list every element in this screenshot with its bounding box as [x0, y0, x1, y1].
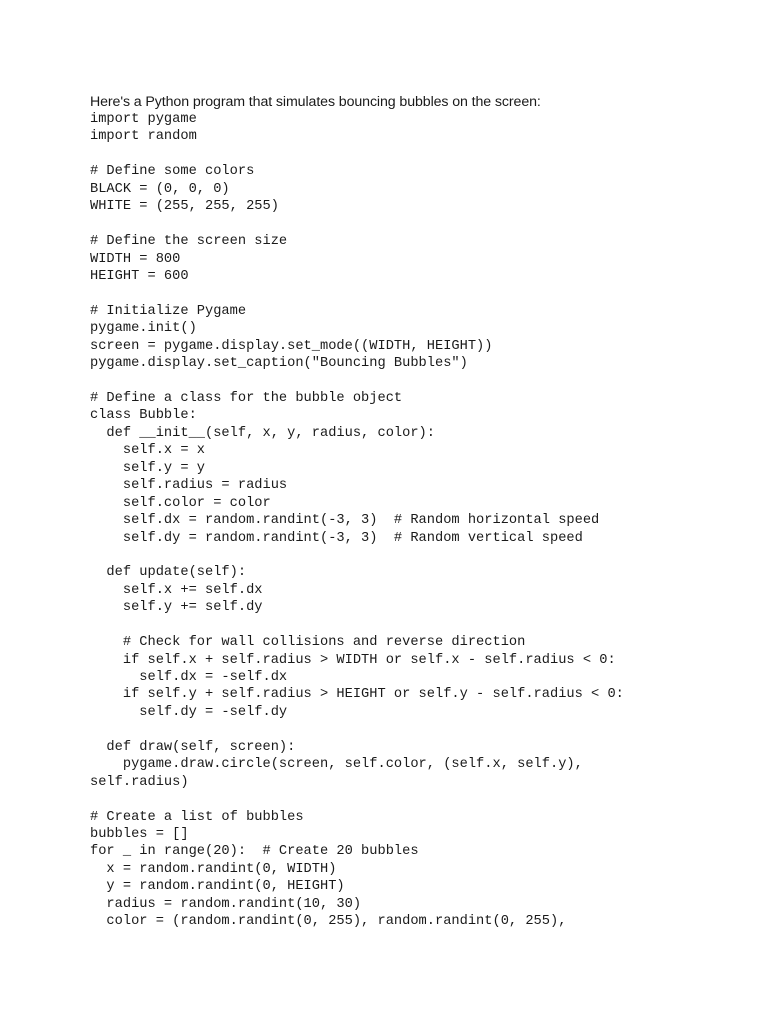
- code-line: HEIGHT = 600: [90, 268, 189, 284]
- code-line: pygame.display.set_caption("Bouncing Bubbles"): [90, 356, 468, 372]
- code-line: import pygame: [90, 112, 197, 127]
- code-line: class Bubble:: [90, 408, 197, 424]
- code-line: x = random.randint(0, WIDTH): [90, 861, 337, 877]
- code-line: [90, 617, 624, 634]
- code-line: color = (random.randint(0, 255), random.randint(0, 255),: [90, 914, 567, 930]
- code-line: self.y += self.dy: [90, 600, 263, 616]
- code-line: import random: [90, 129, 197, 145]
- code-line: self.dx = -self.dx: [90, 670, 288, 685]
- code-line: # Define the screen size: [90, 234, 288, 250]
- code-line: bubbles = []: [90, 826, 189, 842]
- code-line: [90, 791, 624, 808]
- code-line: def update(self):: [90, 565, 247, 581]
- code-line: # Initialize Pygame: [90, 303, 247, 319]
- code-line: self.dx = random.randint(-3, 3) # Random horizontal speed: [90, 513, 600, 529]
- code-line: pygame.init(): [90, 321, 197, 337]
- code-line: self.x += self.dx: [90, 582, 263, 598]
- code-line: def __init__(self, x, y, radius, color):: [90, 425, 435, 441]
- code-line: self.color = color: [90, 495, 271, 511]
- code-line: pygame.draw.circle(screen, self.color, (self.x, self.y),: [90, 757, 583, 773]
- code-line: # Define some colors: [90, 164, 255, 180]
- code-line: WHITE = (255, 255, 255): [90, 199, 279, 215]
- code-line: if self.y + self.radius > HEIGHT or self.y - self.radius < 0:: [90, 687, 624, 703]
- code-line: [90, 721, 624, 738]
- code-line: if self.x + self.radius > WIDTH or self.x - self.radius < 0:: [90, 652, 616, 668]
- code-line: [90, 373, 624, 390]
- code-line: self.dy = -self.dy: [90, 704, 288, 720]
- code-line: self.x = x: [90, 443, 205, 459]
- code-line: # Create a list of bubbles: [90, 809, 304, 825]
- code-line: BLACK = (0, 0, 0): [90, 181, 230, 197]
- code-line: [90, 216, 624, 233]
- code-line: self.radius): [90, 774, 189, 790]
- intro-text: Here's a Python program that simulates bouncing bubbles on the screen:: [90, 94, 541, 110]
- code-line: WIDTH = 800: [90, 251, 181, 267]
- code-line: self.radius = radius: [90, 478, 288, 494]
- code-line: [90, 146, 624, 163]
- code-line: radius = random.randint(10, 30): [90, 896, 362, 912]
- code-line: [90, 285, 624, 302]
- code-line: # Check for wall collisions and reverse direction: [90, 635, 526, 651]
- code-line: y = random.randint(0, HEIGHT): [90, 879, 345, 895]
- code-line: def draw(self, screen):: [90, 739, 296, 755]
- code-line: [90, 547, 624, 564]
- code-block: [90, 111, 624, 931]
- code-line: for _ in range(20): # Create 20 bubbles: [90, 844, 419, 860]
- code-line: self.y = y: [90, 460, 205, 476]
- code-line: # Define a class for the bubble object: [90, 391, 403, 406]
- code-line: screen = pygame.display.set_mode((WIDTH, HEIGHT)): [90, 338, 493, 354]
- code-line: self.dy = random.randint(-3, 3) # Random vertical speed: [90, 530, 583, 546]
